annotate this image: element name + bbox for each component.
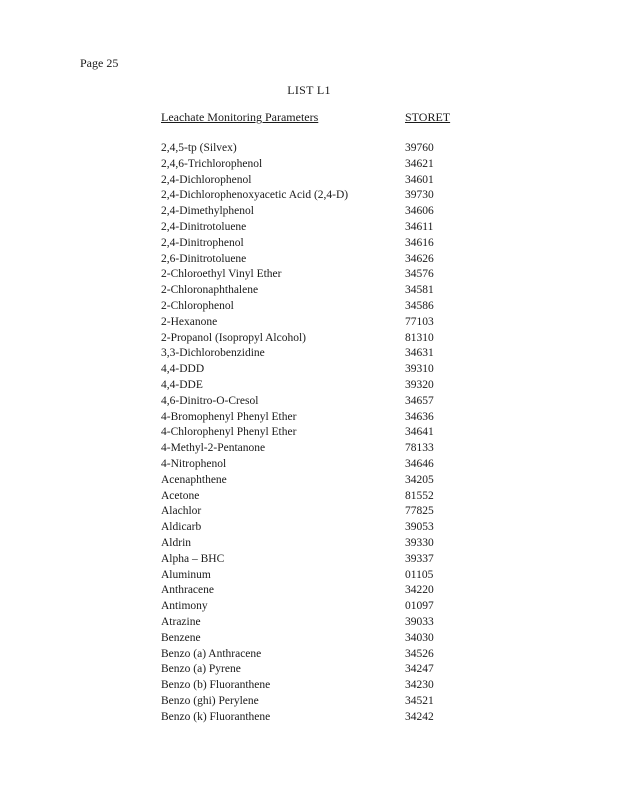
storet-code: 34220 [405,584,434,597]
parameter-name: 4,4-DDD [161,363,205,376]
table-row [161,425,461,441]
table-row [161,236,461,252]
parameter-name: 2,4-Dinitrotoluene [161,220,247,233]
page-number: Page 25 [80,56,119,70]
parameter-name: Atrazine [161,615,201,628]
parameter-name: Alpha – BHC [161,552,225,565]
table-row [161,220,461,236]
parameter-name: 4-Bromophenyl Phenyl Ether [161,410,297,423]
parameter-name: Anthracene [161,584,214,597]
parameter-table [161,141,461,725]
parameter-name: 4,6-Dinitro-O-Cresol [161,394,259,407]
parameter-name: 2-Chloroethyl Vinyl Ether [161,268,282,281]
table-row [161,331,461,347]
parameter-column-header: Leachate Monitoring Parameters [161,110,319,124]
storet-code: 39033 [405,615,434,628]
table-row [161,489,461,505]
table-row [161,252,461,268]
parameter-name: Benzo (k) Fluoranthene [161,710,271,723]
table-row [161,204,461,220]
storet-code: 34205 [405,473,434,486]
table-row [161,615,461,631]
parameter-name: Benzo (b) Fluoranthene [161,679,271,692]
table-row [161,315,461,331]
storet-code: 34242 [405,710,434,723]
storet-code: 34641 [405,426,434,439]
table-row [161,457,461,473]
parameter-name: 4-Chlorophenyl Phenyl Ether [161,426,297,439]
table-row [161,157,461,173]
parameter-name: Antimony [161,600,208,613]
parameter-name: 2,4-Dinitrophenol [161,236,244,249]
parameter-name: 2,6-Dinitrotoluene [161,252,247,265]
parameter-name: Benzo (a) Anthracene [161,647,262,660]
parameter-name: 2,4,6-Trichlorophenol [161,157,263,170]
storet-code: 01097 [405,600,434,613]
table-row [161,710,461,726]
storet-code: 39730 [405,189,434,202]
table-row [161,631,461,647]
storet-code: 34636 [405,410,434,423]
table-row [161,299,461,315]
storet-code: 39320 [405,378,434,391]
table-row [161,362,461,378]
storet-code: 34526 [405,647,434,660]
table-row [161,583,461,599]
table-row [161,536,461,552]
parameter-name: 2,4-Dichlorophenol [161,173,252,186]
table-row [161,647,461,663]
storet-code: 39760 [405,142,434,154]
storet-code: 34030 [405,631,434,644]
parameter-name: 3,3-Dichlorobenzidine [161,347,265,360]
storet-code: 77103 [405,315,434,328]
table-row [161,410,461,426]
parameter-name: 4-Nitrophenol [161,457,227,470]
storet-code: 81552 [405,489,434,502]
parameter-name: Aldrin [161,536,192,549]
storet-code: 34606 [405,205,434,218]
parameter-name: Aldicarb [161,521,202,534]
table-row [161,141,461,157]
storet-code: 78133 [405,442,434,455]
storet-code: 34576 [405,268,434,281]
parameter-name: 2,4-Dichlorophenoxyacetic Acid (2,4-D) [161,189,349,202]
storet-code: 34626 [405,252,434,265]
parameter-name: 4,4-DDE [161,378,203,391]
table-row [161,188,461,204]
parameter-name: 2,4,5-tp (Silvex) [161,142,237,154]
storet-code: 39310 [405,363,434,376]
table-row [161,283,461,299]
table-row [161,552,461,568]
table-row [161,678,461,694]
parameter-name: Acetone [161,489,200,502]
table-row [161,441,461,457]
storet-code: 34631 [405,347,434,360]
parameter-name: Aluminum [161,568,211,581]
table-row [161,520,461,536]
storet-code: 39337 [405,552,434,565]
parameter-name: 2-Chlorophenol [161,299,234,312]
parameter-name: Alachlor [161,505,202,518]
storet-column-header: STORET [405,110,451,124]
table-row [161,346,461,362]
table-row [161,394,461,410]
table-row [161,473,461,489]
storet-code: 34646 [405,457,434,470]
storet-code: 77825 [405,505,434,518]
storet-code: 34230 [405,679,434,692]
parameter-name: 2-Hexanone [161,315,218,328]
storet-code: 39053 [405,521,434,534]
storet-code: 39330 [405,536,434,549]
storet-code: 34586 [405,299,434,312]
list-title: LIST L1 [287,83,331,97]
storet-code: 34621 [405,157,434,170]
parameter-name: 2,4-Dimethylphenol [161,205,254,218]
table-row [161,173,461,189]
parameter-name: 2-Propanol (Isopropyl Alcohol) [161,331,307,344]
parameter-name: Acenaphthene [161,473,227,486]
table-row [161,662,461,678]
table-row [161,267,461,283]
storet-code: 34601 [405,173,434,186]
table-row [161,378,461,394]
storet-code: 34657 [405,394,434,407]
storet-code: 34247 [405,663,434,676]
storet-code: 34616 [405,236,434,249]
table-row [161,568,461,584]
table-row [161,599,461,615]
parameter-name: Benzene [161,631,201,644]
parameter-name: 4-Methyl-2-Pentanone [161,442,266,455]
storet-code: 34521 [405,694,434,707]
table-row [161,504,461,520]
storet-code: 34611 [405,220,434,233]
parameter-name: 2-Chloronaphthalene [161,284,259,297]
table-header [161,110,461,126]
storet-code: 01105 [405,568,434,581]
table-row [161,694,461,710]
parameter-name: Benzo (ghi) Perylene [161,694,259,707]
parameter-name: Benzo (a) Pyrene [161,663,241,676]
storet-code: 81310 [405,331,434,344]
storet-code: 34581 [405,284,434,297]
